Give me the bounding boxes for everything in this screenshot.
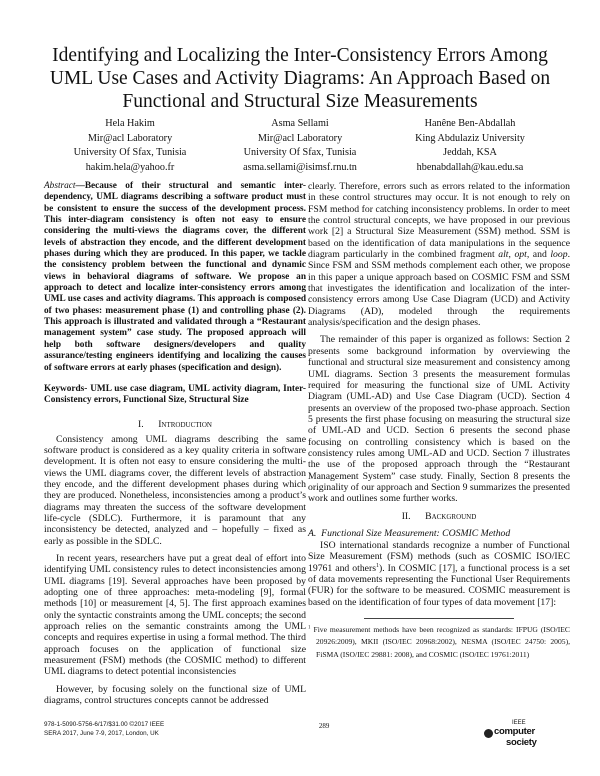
author-affiliation: Jeddah, KSA (443, 147, 497, 158)
abstract (44, 181, 306, 374)
intro-paragraph-2: In recent years, researchers have put a great deal of effort into identifying UML consistency rules to detect inconsistencies among UML diagrams [19]. Several approaches have been proposed by adopting one of three approaches: meta-modeling [9], formal methods [10] or measurement [4, 5]. The first approach examines only the syntactic constraints among the UML concepts; the second approach relies on the semantic constraints among the UML concepts and requires expertise in using a formal method. The third approach focuses on the application of functional size measurement (FSM) methods (the COSMIC method) to different UML diagrams to detect potential inconsistencies (44, 552, 306, 678)
footer-left (44, 720, 164, 738)
page-number: 289 (318, 722, 330, 731)
ieee-computer-society-logo (484, 720, 544, 750)
text: clearly. Therefore, errors such as errors related to the information in these control structures may occur. It is not enough to rely on FSM method for catching inconsistency problems. In order to meet the control structural concepts, we have proposed in our previous work [2] a Structural Size Measurement (SSM) method. SSM is based on the identification of data manipulations in the sequence diagram particularly in the combined fragment (308, 181, 570, 261)
keywords: Keywords- UML use case diagram, UML activity diagram, Inter-Consistency errors, Functional Size, Structural Size (44, 383, 306, 406)
footer-conference: SERA 2017, June 7-9, 2017, London, UK (44, 730, 159, 738)
author-affiliation: University Of Sfax, Tunisia (243, 147, 357, 158)
text: . Since FSM and SSM methods complement each other, we propose in this paper a unique approach based on COSMIC FSM and SSM that investigates the identification and localization of the inter-consistency errors among Use Case Diagram (UCD) and Activity Diagrams (AD), modeled through the requirements analysis/specification and the design phases. (308, 249, 570, 329)
author-list (45, 117, 555, 175)
footnote-divider (364, 618, 514, 619)
footnote-mark: 1 (308, 625, 311, 631)
author-name: Hela Hakim (105, 118, 155, 129)
text: ). In COSMIC [17], a functional process is a set of data movements representing the Functional User Requirements (FUR) for the software to be measured. COSMIC measurement is based on the identification of four types of data movement [17]: (308, 562, 570, 608)
author-email: asma.sellami@isimsf.rnu.tn (243, 161, 357, 173)
intro-paragraph-3: However, by focusing solely on the functional size of UML diagrams, control structures concepts cannot be addressed (44, 683, 306, 707)
text: , and (526, 249, 551, 261)
logo-society: society (506, 737, 537, 749)
ieee-emblem-icon (484, 729, 493, 738)
footnote-text: Five measurement methods have been recognized as standards: IFPUG (ISO/IEC 20926:2009), MKII (ISO/IEC 20968:2002), NESMA (ISO/IEC 24750: 2005), FiSMA (ISO/IEC 29881: 2008), and COSMIC (ISO/IEC 19761:2011) (313, 625, 570, 659)
paper-title: Identifying and Localizing the Inter-Consistency Errors Among UML Use Cases and Activity Diagrams: An Approach Based on Functional and Structural Size Measurements (49, 45, 551, 112)
intro-paragraph-4: The remainder of this paper is organized as follows: Section 2 presents some background information by overviewing the functional and structural size measurement and consistency among UML diagrams. Section 3 presents the measurement formulas required for measuring the functional size of UML Activity Diagram (UML-AD) and Use Case Diagram (UCD). Section 4 presents an overview of the proposed two-phase approach. Section 5 presents the first phase focusing on measuring the structural size of UML-AD and UCD. Section 6 presents the second phase focusing on controlling consistency which is based on the consistency rules among UML-AD and UCD. Section 7 illustrates the use of the proposed approach through the “Restaurant Management System” case study. Finally, Section 8 presents the originality of our approach and Section 9 summarizes the presented work and outlines some further works. (308, 334, 570, 505)
author-name: Hanêne Ben-Abdallah (424, 118, 516, 129)
abstract-label: Abstract (44, 181, 76, 191)
author-lab: King Abdulaziz University (415, 132, 525, 144)
section-heading-introduction: I. Introduction (138, 418, 212, 430)
section-heading-background: II. Background (401, 510, 477, 522)
author-2 (215, 117, 385, 175)
author-affiliation: University Of Sfax, Tunisia (73, 147, 187, 158)
logo-ieee: IEEE (512, 720, 526, 727)
author-name: Asma Sellami (271, 118, 329, 129)
left-column (44, 181, 306, 706)
intro-paragraph-1: Consistency among UML diagrams describing the same software product is considered as a key quality criteria in software development. It is often not easy to ensure considering the multi-views the UML diagrams cover, the different levels of abstraction they encode, and the different development phases during which they are produced. Nonetheless, inconsistencies among a product’s diagrams may threaten the success of the software development life-cycle (SDLC). Furthermore, it is paramount that any inconsistency be detected, analyzed and – hopefully – fixed as early as possible in the SDLC. (44, 433, 306, 547)
author-3 (385, 117, 555, 175)
abstract-text: —Because of their structural and semantic inter-dependency, UML diagrams describing a software product must be consistent to ensure the success of the development process. This inter-diagram consistency is often not easy to ensure considering the multi-views the diagrams cover, the different levels of abstraction they encode, and the different development phases during which they are produced. In this paper, we tackle the consistency problem between the functional and dynamic views in behavioral diagrams of software. We propose an approach to detect and localize inter-consistency errors among UML use cases and activity diagrams. This approach is composed of two phases: measurement phase (1) and controlling phase (2). This approach is illustrated and validated through a “Restaurant management system” case study. The proposed approach will help both software designers/developers and quality assurance/testing engineers identifying and localizing the causes of software errors at early phases (specification and design). (44, 181, 306, 373)
text-alt: alt (498, 249, 509, 261)
author-1 (45, 117, 215, 175)
footnote (308, 624, 570, 661)
body-columns (44, 181, 570, 706)
author-lab: Mir@acl Laboratory (87, 132, 173, 144)
author-email: hbenabdallah@kau.edu.sa (416, 161, 524, 173)
background-paragraph-1 (308, 540, 570, 608)
text: , (508, 249, 515, 261)
text-loop: loop (550, 249, 568, 261)
intro-paragraph-3-continued (308, 181, 570, 328)
footnote-mark: 1 (375, 562, 379, 569)
right-column (308, 181, 570, 661)
text: ISO international standards recognize a number of Functional Size Measurement (FSM) methods (such as COSMIC ISO/IEC 19761 and others (308, 539, 570, 574)
subsection-heading-a: A. Functional Size Measurement: COSMIC Method (308, 527, 511, 539)
text-opt: opt (514, 249, 527, 261)
footer-isbn: 978-1-5090-5756-6/17/$31.00 ©2017 IEEE (44, 721, 165, 729)
author-lab: Mir@acl Laboratory (257, 132, 343, 144)
logo-computer: computer (494, 726, 535, 738)
author-email: hakim.hela@yahoo.fr (85, 161, 175, 173)
page-footer (44, 720, 544, 752)
